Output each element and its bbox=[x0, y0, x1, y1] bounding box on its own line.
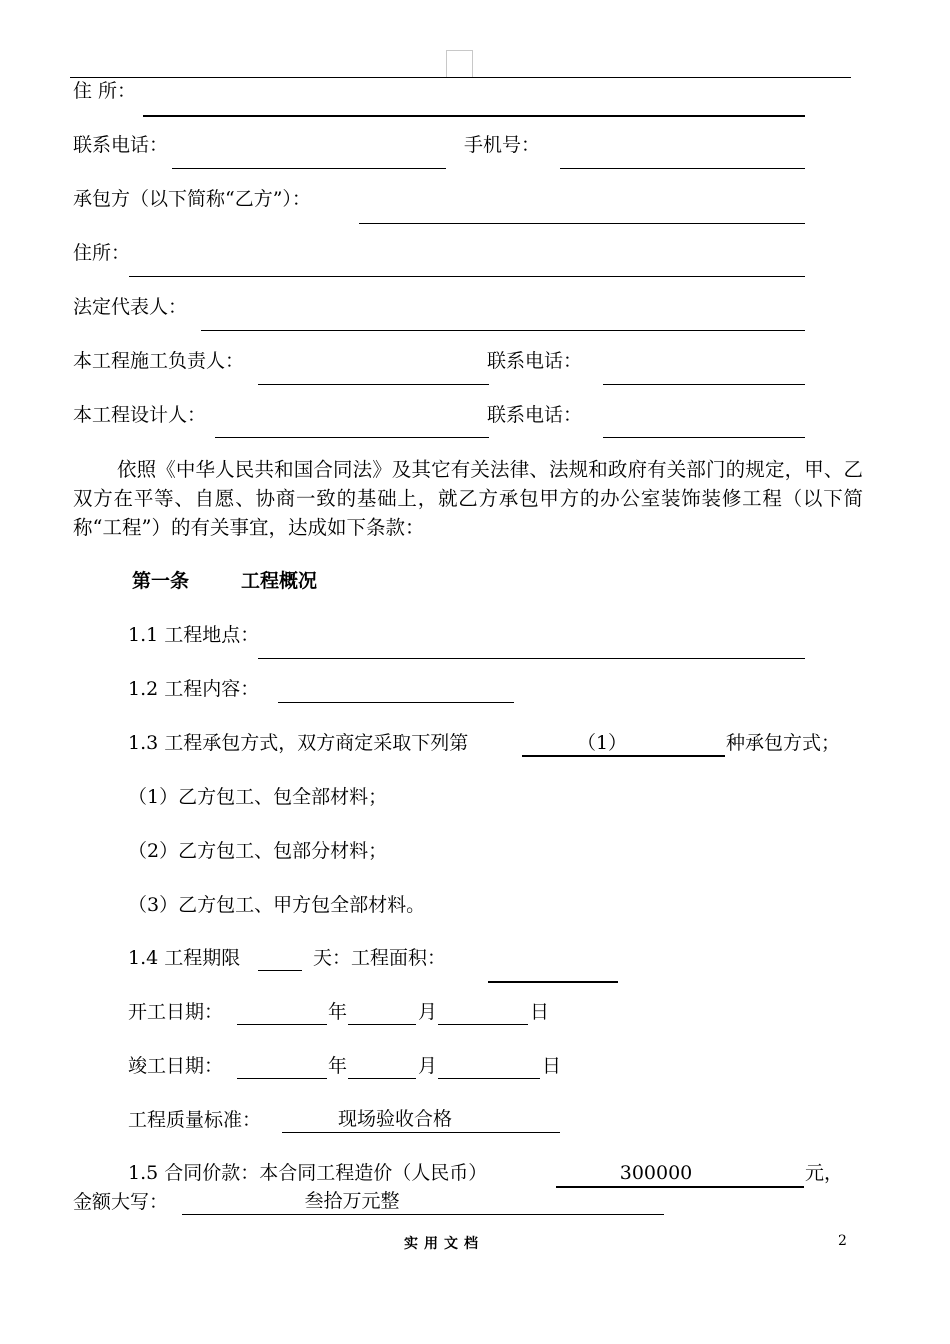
quality-label: 工程质量标准： bbox=[128, 1109, 262, 1131]
site-manager-label: 本工程施工负责人： bbox=[73, 350, 245, 372]
content-underline[interactable] bbox=[278, 702, 514, 703]
method-underline[interactable] bbox=[522, 755, 725, 757]
end-year-underline[interactable] bbox=[237, 1078, 327, 1079]
start-year-underline[interactable] bbox=[237, 1024, 327, 1025]
price-underline[interactable] bbox=[556, 1186, 804, 1188]
header-rule bbox=[70, 77, 851, 78]
end-year-label: 年 bbox=[328, 1055, 348, 1077]
mobile-label: 手机号： bbox=[464, 134, 541, 156]
contractor-address-underline[interactable] bbox=[129, 276, 805, 277]
page-number: 2 bbox=[838, 1233, 847, 1249]
footer-text: 实用文档 bbox=[404, 1236, 484, 1252]
start-date-label: 开工日期： bbox=[128, 1001, 224, 1023]
method-prefix: 1.3 工程承包方式，双方商定采取下列第 bbox=[128, 732, 469, 754]
article1-title: 工程概况 bbox=[241, 570, 318, 592]
method-suffix: 种承包方式； bbox=[726, 732, 841, 754]
contact-phone-label: 联系电话： bbox=[73, 134, 169, 156]
address-underline[interactable] bbox=[143, 115, 805, 117]
period-underline[interactable] bbox=[258, 970, 302, 971]
header-box bbox=[446, 50, 473, 77]
price-unit: 元， bbox=[805, 1162, 844, 1184]
method-value: （1） bbox=[576, 732, 628, 754]
amount-underline[interactable] bbox=[182, 1214, 664, 1215]
end-month-underline[interactable] bbox=[348, 1078, 416, 1079]
start-year-label: 年 bbox=[328, 1001, 348, 1023]
contractor-address-label: 住所： bbox=[73, 242, 131, 264]
end-day-label: 日 bbox=[542, 1055, 562, 1077]
area-underline[interactable] bbox=[488, 981, 618, 983]
legal-rep-underline[interactable] bbox=[201, 330, 805, 331]
option-1: （1）乙方包工、包全部材料； bbox=[128, 786, 388, 808]
contractor-label: 承包方（以下简称“乙方”）： bbox=[73, 188, 311, 210]
amount-value: 叁拾万元整 bbox=[304, 1190, 400, 1212]
amount-label: 金额大写： bbox=[73, 1191, 169, 1213]
intro-paragraph: 依照《中华人民共和国合同法》及其它有关法律、法规和政府有关部门的规定，甲、乙双方在平等、自愿、协商一致的基础上，就乙方承包甲方的办公室装饰装修工程（以下简称“工程”）的有关事宜，达成如下条款： bbox=[73, 458, 863, 539]
contractor-underline[interactable] bbox=[359, 223, 805, 224]
start-month-underline[interactable] bbox=[348, 1024, 416, 1025]
end-month-label: 月 bbox=[418, 1055, 438, 1077]
legal-rep-label: 法定代表人： bbox=[73, 296, 188, 318]
designer-underline[interactable] bbox=[215, 437, 489, 438]
end-date-label: 竣工日期： bbox=[128, 1055, 224, 1077]
site-manager-underline[interactable] bbox=[258, 384, 489, 385]
designer-phone-underline[interactable] bbox=[603, 437, 805, 438]
end-day-underline[interactable] bbox=[438, 1078, 540, 1079]
content-label: 1.2 工程内容： bbox=[128, 678, 260, 700]
quality-value: 现场验收合格 bbox=[337, 1108, 452, 1130]
option-2: （2）乙方包工、包部分材料； bbox=[128, 840, 388, 862]
site-manager-phone-underline[interactable] bbox=[603, 384, 805, 385]
site-manager-phone-label: 联系电话： bbox=[487, 350, 583, 372]
period-suffix: 天：工程面积： bbox=[313, 947, 447, 969]
mobile-underline[interactable] bbox=[560, 168, 805, 169]
price-label: 1.5 合同价款：本合同工程造价（人民币） bbox=[128, 1162, 488, 1184]
location-label: 1.1 工程地点： bbox=[128, 624, 260, 646]
address-label: 住 所： bbox=[73, 80, 137, 102]
price-value: 300000 bbox=[619, 1162, 693, 1184]
period-prefix: 1.4 工程期限 bbox=[128, 947, 241, 969]
option-3: （3）乙方包工、甲方包全部材料。 bbox=[128, 894, 426, 916]
designer-label: 本工程设计人： bbox=[73, 404, 207, 426]
start-day-label: 日 bbox=[530, 1001, 550, 1023]
start-day-underline[interactable] bbox=[438, 1024, 528, 1025]
contact-phone-underline[interactable] bbox=[172, 168, 446, 169]
designer-phone-label: 联系电话： bbox=[487, 404, 583, 426]
quality-underline[interactable] bbox=[282, 1132, 560, 1133]
location-underline[interactable] bbox=[258, 658, 805, 659]
article1-number: 第一条 bbox=[132, 570, 190, 592]
start-month-label: 月 bbox=[418, 1001, 438, 1023]
